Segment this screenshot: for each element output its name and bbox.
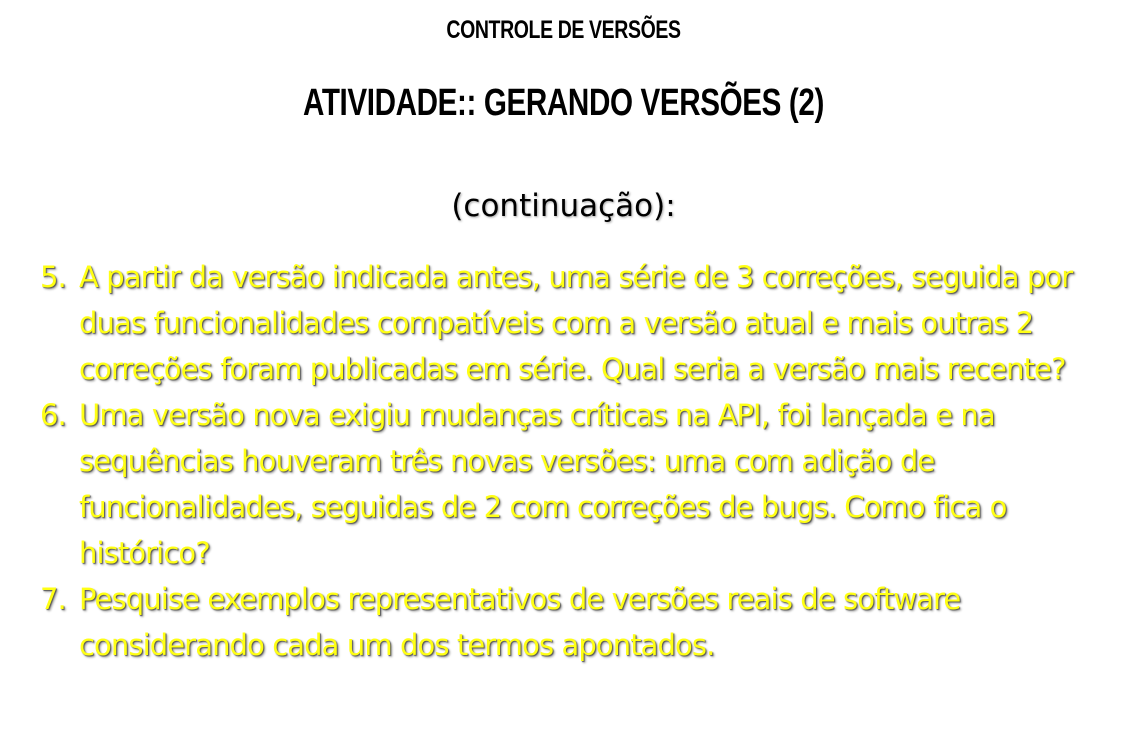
question-item-6 bbox=[40, 392, 1120, 576]
page-title: CONTROLE DE VERSÕES bbox=[446, 16, 681, 44]
continuation-label: (continuação): bbox=[451, 188, 676, 224]
activity-title: ATIVIDADE:: GERANDO VERSÕES (2) bbox=[303, 82, 824, 124]
question-text: A partir da versão indicada antes, uma série de 3 correções, seguida por duas funcionalidades compatíveis com a versão atual e mais outras 2 correções foram publicadas em série. Qual seria a versão mais recente? bbox=[79, 260, 1073, 386]
question-item-7 bbox=[40, 576, 1120, 668]
question-item-5 bbox=[40, 254, 1120, 392]
question-list bbox=[40, 254, 1120, 668]
question-number: 5. bbox=[40, 260, 66, 294]
question-number: 7. bbox=[40, 582, 66, 616]
question-text: Uma versão nova exigiu mudanças críticas na API, foi lançada e na sequências houveram três novas versões: uma com adição de funcionalidades, seguidas de 2 com correções de bugs. Como fica o histórico? bbox=[79, 398, 1007, 570]
question-number: 6. bbox=[40, 398, 66, 432]
question-text: Pesquise exemplos representativos de versões reais de software considerando cada um dos termos apontados. bbox=[79, 582, 961, 662]
